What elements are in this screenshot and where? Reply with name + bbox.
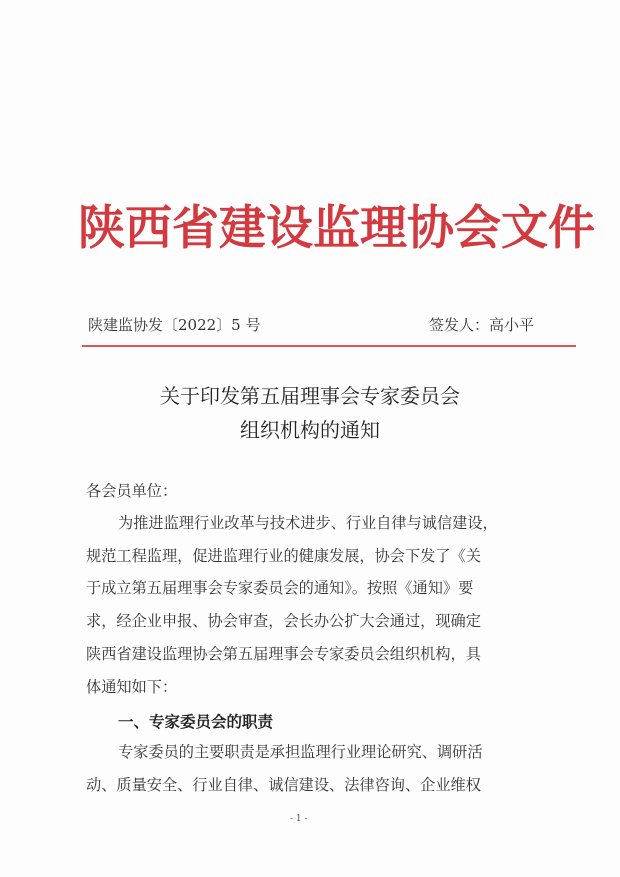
paragraph-line: 专家委员的主要职责是承担监理行业理论研究、调研活: [118, 743, 483, 761]
paragraph-line: 为推进监理行业改革与技术进步、行业自律与诚信建设，: [118, 514, 498, 532]
salutation: 各会员单位：: [86, 482, 178, 500]
notice-title-line-1: 关于印发第五届理事会专家委员会: [160, 384, 460, 408]
paragraph-line: 规范工程监理，促进监理行业的健康发展，协会下发了《关: [86, 547, 481, 565]
paragraph-line: 求，经企业申报、协会审查，会长办公扩大会通过，现确定: [86, 612, 481, 630]
notice-title-line-2: 组织机构的通知: [240, 418, 380, 442]
document-header-title: 陕西省建设监理协会文件: [78, 201, 595, 256]
paragraph-line: 体通知如下：: [86, 678, 178, 696]
page-number: - 1 -: [290, 814, 308, 824]
paragraph-line: 于成立第五届理事会专家委员会的通知》。按照《通知》要: [86, 579, 474, 597]
document-number: 陕建监协发〔2022〕5 号: [88, 316, 261, 334]
paragraph-line: 动、质量安全、行业自律、诚信建设、法律咨询、企业维权: [86, 776, 481, 794]
section-heading: 一、专家委员会的职责: [118, 712, 274, 731]
paragraph-line: 陕西省建设监理协会第五届理事会专家委员会组织机构，具: [86, 645, 481, 663]
issuer-signature: 签发人：高小平: [428, 316, 534, 334]
red-divider-line: [82, 345, 576, 347]
